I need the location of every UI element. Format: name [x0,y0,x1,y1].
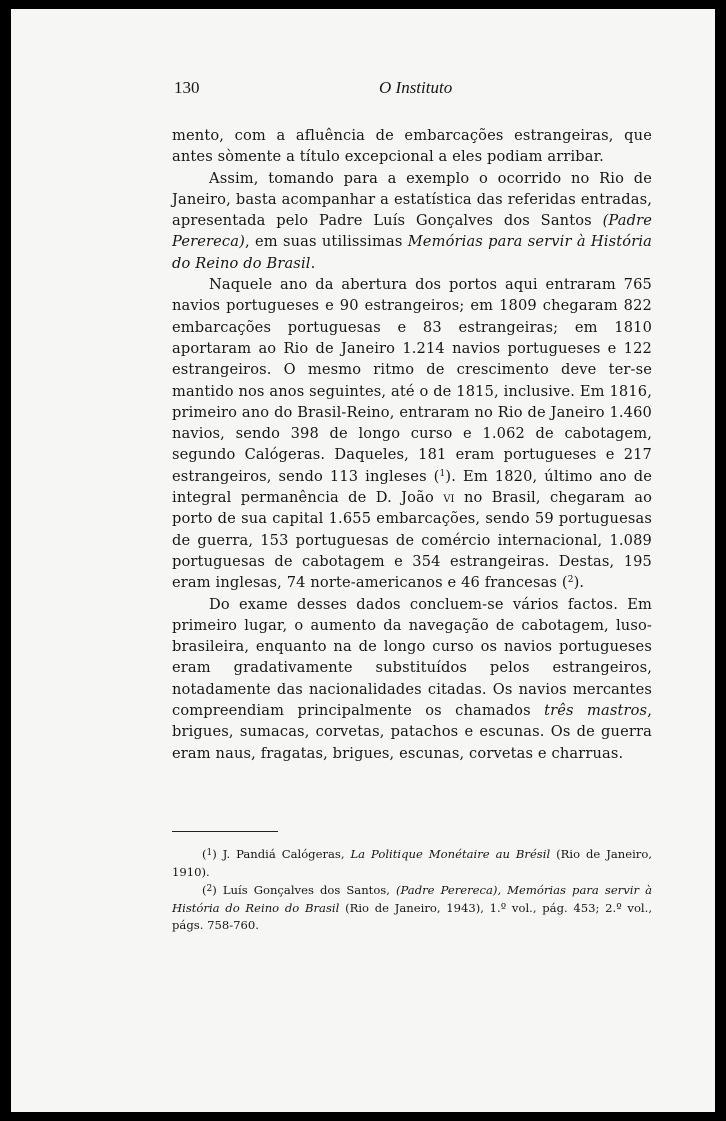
page-number: 130 [174,78,200,97]
footnote-ref-2[interactable]: 2 [567,575,574,586]
body-text [172,125,652,764]
book-page [11,9,715,1112]
page-header [174,78,654,104]
paragraph-1: mento, com a afluência de embarcações estrangeiras, que antes sòmente a título excepcional a eles podiam arribar. [172,127,652,166]
footnote-ref-1[interactable]: 1 [439,468,446,479]
footnotes [172,845,652,935]
footnote-1: ($^1$) J. Pandiá Calógeras, La Politique Monétaire au Brésil (Rio de Janeiro, 1910). [172,847,652,879]
paragraph-4: Do exame desses dados concluem-se vários factos. Em primeiro lugar, o aumento da navegação de cabotagem, luso-brasileira, enquanto na de longo curso os navios portugueses eram gradativamente substituídos pelos estrangeiros, notadamente das nacionalidades citadas. Os navios mercantes compreendiam principalmente os chamados três mastros, brigues, sumacas, corvetas, patachos e escunas. Os de guerra eram naus, fragatas, brigues, escunas, corvetas e charruas. [172,595,652,762]
running-title: O Instituto [379,78,453,97]
paragraph-3: Naquele ano da abertura dos portos aqui entraram 765 navios portugueses e 90 estrangeiros; em 1809 chegaram 822 embarcações portuguesas e 83 estrangeiras; em 1810 aportaram ao Rio de Janeiro 1.214 navios portugueses e 122 estrangeiros. O mesmo ritmo de crescimento deve ter-se mantido nos anos seguintes, até o de 1815, inclusive. Em 1816, primeiro ano do Brasil-Reino, entraram no Rio de Janeiro 1.460 navios, sendo 398 de longo curso e 1.062 de cabotagem, segundo Calógeras. Daqueles, 181 eram portugueses e 217 estrangeiros, sendo 113 ingleses ($^1$). Em 1820, último ano de integral permanência de D. João vi no Brasil, chegaram ao porto de sua capital 1.655 embarcações, sendo 59 portuguesas de guerra, 153 portuguesas de comércio internacional, 1.089 portuguesas de cabotagem e 354 estrangeiras. Destas, 195 eram inglesas, 74 norte-americanos e 46 francesas ($^2$). [172,276,653,592]
paragraph-2: Assim, tomando para a exemplo o ocorrido no Rio de Janeiro, basta acompanhar a estatística das referidas entradas, apresentada pelo Padre Luís Gonçalves dos Santos (Padre Perereca), em suas utilissimas Memórias para servir à História do Reino do Brasil. [172,169,652,272]
footnote-2: ($^2$) Luís Gonçalves dos Santos, (Padre Perereca), Memórias para servir à História do Reino do Brasil (Rio de Janeiro, 1943), 1.º vol., pág. 453; 2.º vol., págs. 758-760. [172,883,653,932]
footnote-divider [172,831,278,832]
